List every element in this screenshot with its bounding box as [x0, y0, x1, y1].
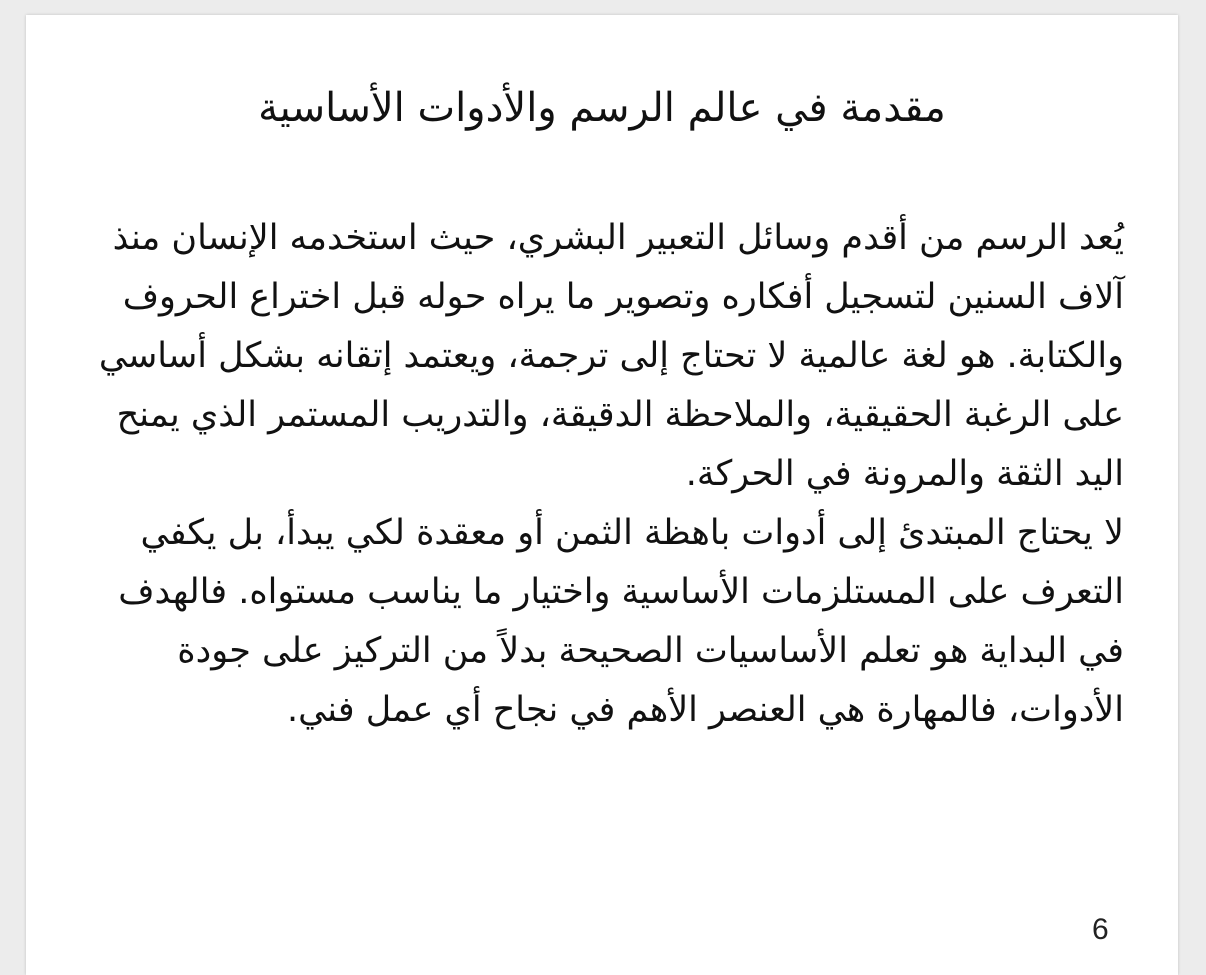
body-text: [82, 209, 1124, 740]
page-title: مقدمة في عالم الرسم والأدوات الأساسية: [258, 85, 946, 131]
paragraph: يُعد الرسم من أقدم وسائل التعبير البشري، حيث استخدمه الإنسان منذ آلاف السنين لتسجيل أفكاره وتصوير ما يراه حوله قبل اختراع الحروف والكتابة. هو لغة عالمية لا تحتاج إلى ترجمة، ويعتمد إتقانه بشكل أساسي على الرغبة الحقيقية، والملاحظة الدقيقة، والتدريب المستمر الذي يمنح اليد الثقة والمرونة في الحركة.: [98, 218, 1124, 494]
document-page: [26, 15, 1178, 975]
page-number: 6: [1092, 913, 1109, 946]
paragraph: لا يحتاج المبتدئ إلى أدوات باهظة الثمن أو معقدة لكي يبدأ، بل يكفي التعرف على المستلزمات الأساسية واختيار ما يناسب مستواه. فالهدف في البداية هو تعلم الأساسيات الصحيحة بدلاً من التركيز على جودة الأدوات، فالمهارة هي العنصر الأهم في نجاح أي عمل فني.: [118, 513, 1124, 730]
